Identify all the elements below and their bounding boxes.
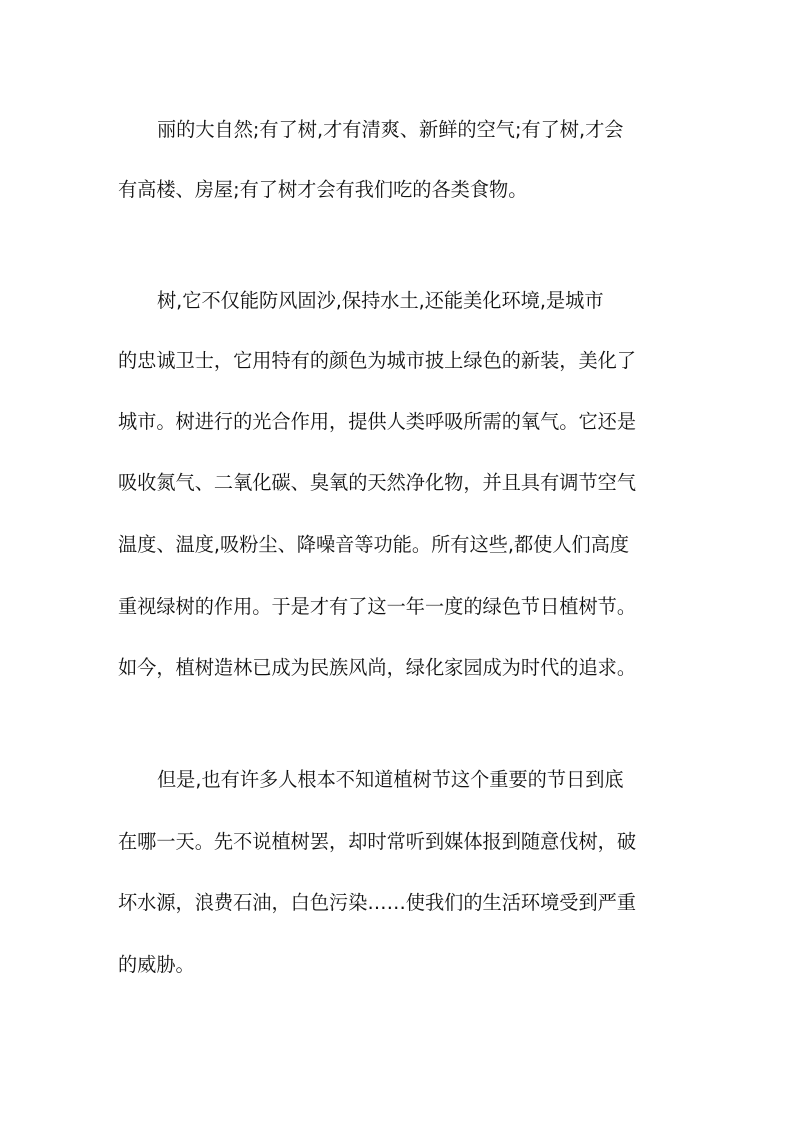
paragraph-3-line-1: 但是,也有许多人根本不知道植树节这个重要的节日到底 bbox=[157, 768, 624, 791]
paragraph-2-line-3: 城市。树进行的光合作用，提供人类呼吸所需的氧气。它还是 bbox=[118, 410, 637, 433]
paragraph-2-line-1: 树,它不仅能防风固沙,保持水土,还能美化环境,是城市 bbox=[157, 289, 604, 312]
paragraph-2-line-7: 如今，植树造林已成为民族风尚，绿化家园成为时代的追求。 bbox=[118, 656, 637, 679]
paragraph-1-line-2: 有高楼、房屋;有了树才会有我们吃的各类食物。 bbox=[118, 178, 528, 201]
paragraph-3-line-3: 坏水源，浪费石油，白色污染……使我们的生活环境受到严重 bbox=[118, 891, 637, 914]
paragraph-2-line-4: 吸收氮气、二氧化碳、臭氧的天然净化物，并且具有调节空气 bbox=[118, 471, 637, 494]
paragraph-3-line-2: 在哪一天。先不说植树罢，却时常听到媒体报到随意伐树，破 bbox=[118, 830, 637, 853]
paragraph-2-line-5: 温度、温度,吸粉尘、降噪音等功能。所有这些,都使人们高度 bbox=[118, 533, 630, 556]
paragraph-2-line-6: 重视绿树的作用。于是才有了这一年一度的绿色节日植树节。 bbox=[118, 595, 637, 618]
paragraph-2-line-2: 的忠诚卫士，它用特有的颜色为城市披上绿色的新装，美化了 bbox=[118, 349, 637, 372]
paragraph-3-line-4: 的威胁。 bbox=[118, 953, 195, 976]
paragraph-1-line-1: 丽的大自然;有了树,才有清爽、新鲜的空气;有了树,才会 bbox=[157, 118, 624, 141]
